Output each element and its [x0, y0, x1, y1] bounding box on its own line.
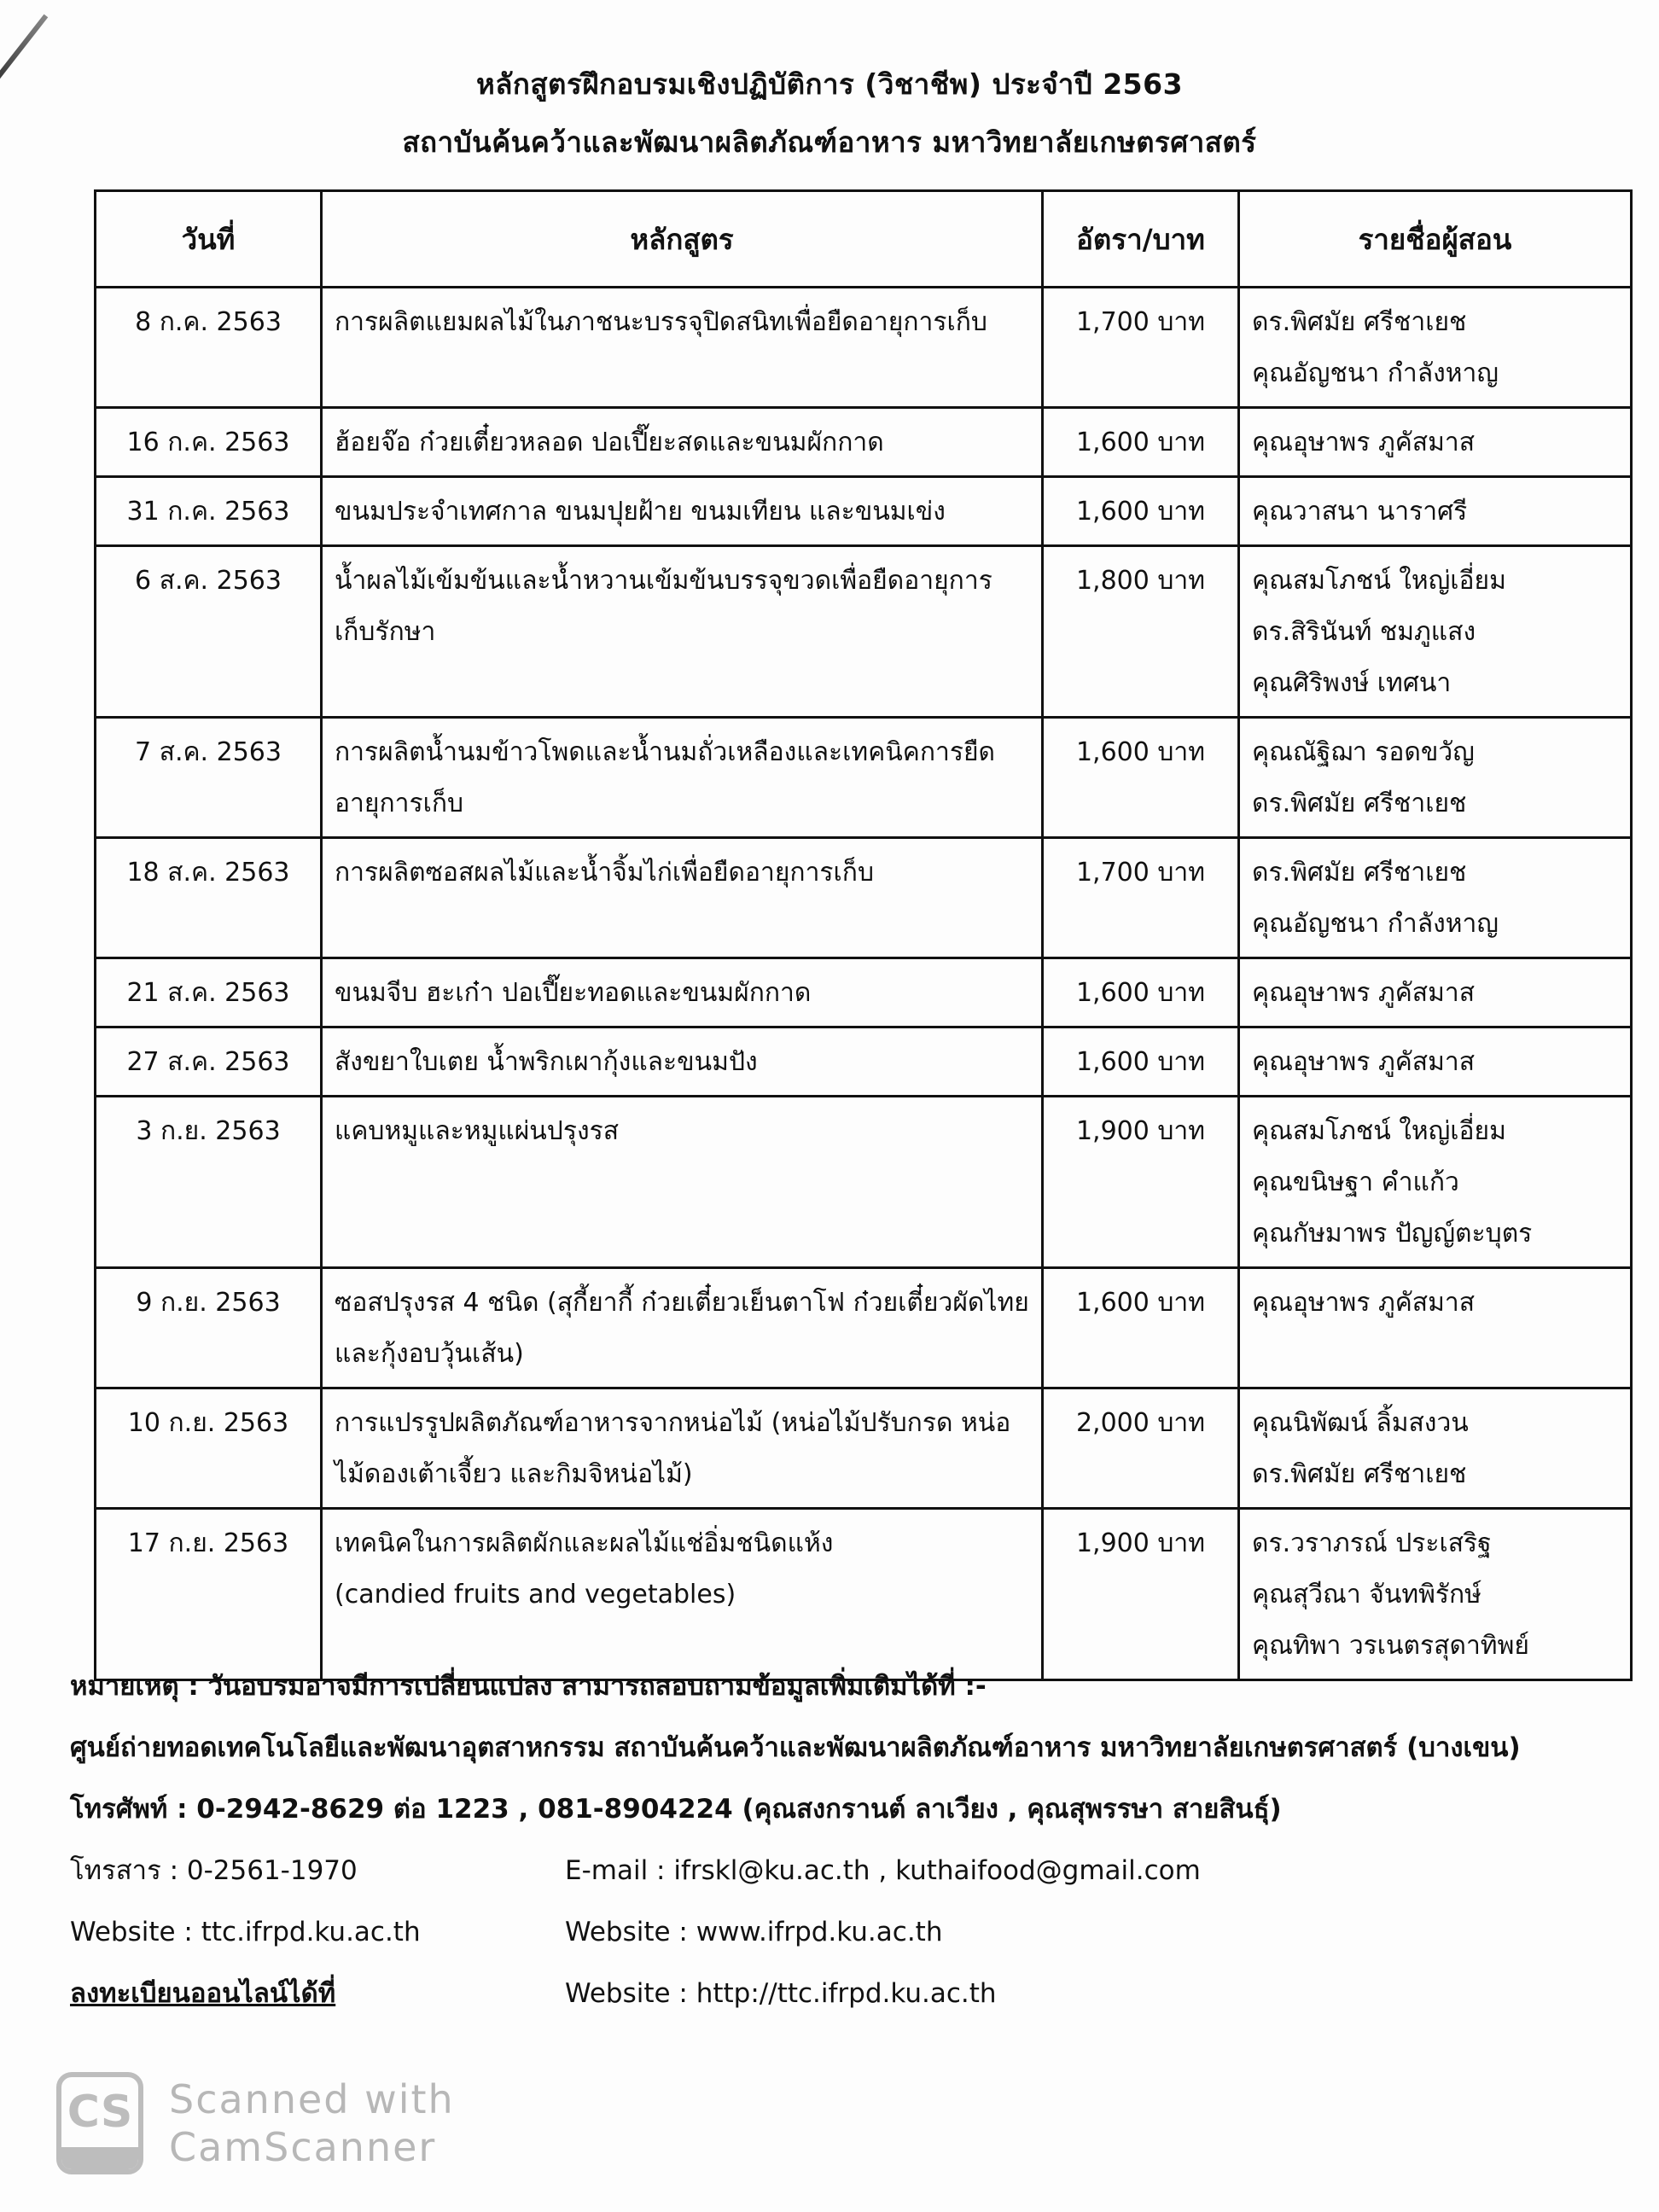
course-name: แคบหมูและหมูแผ่นปรุงรส — [335, 1116, 620, 1146]
instructor-name: คุณอุษาพร ภูคัสมาส — [1252, 1047, 1476, 1077]
instructor-name: คุณณัฐิฌา รอดขวัญ — [1252, 737, 1475, 767]
course-name: เทคนิคในการผลิตผักและผลไม้แช่อิ่มชนิดแห้ง — [335, 1528, 834, 1558]
instructors-cell — [1239, 958, 1632, 1027]
price-cell: 1,700 บาท — [1043, 838, 1239, 958]
date-cell: 8 ก.ค. 2563 — [96, 288, 322, 408]
course-name: การผลิตแยมผลไม้ในภาชนะบรรจุปิดสนิทเพื่อยืดอายุการเก็บ — [335, 307, 987, 337]
instructor-name: คุณกัษมาพร ปัญญ์ตะบุตร — [1252, 1219, 1533, 1249]
date-cell: 27 ส.ค. 2563 — [96, 1027, 322, 1097]
instructor-name: คุณอุษาพร ภูคัสมาส — [1252, 428, 1476, 457]
instructor-name: คุณอุษาพร ภูคัสมาส — [1252, 1288, 1476, 1318]
course-name: การผลิตซอสผลไม้และน้ำจิ้มไก่เพื่อยืดอายุการเก็บ — [335, 858, 875, 888]
table-row — [96, 1027, 1632, 1097]
price-cell: 2,000 บาท — [1043, 1388, 1239, 1509]
price-cell: 1,900 บาท — [1043, 1509, 1239, 1680]
price-cell: 1,600 บาท — [1043, 1027, 1239, 1097]
instructor-name: คุณสมโภชน์ ใหญ่เอี่ยม — [1252, 566, 1506, 596]
instructor-name: คุณศิริพงษ์ เทศนา — [1252, 668, 1452, 698]
instructor-name: คุณอัญชนา กำลังหาญ — [1252, 358, 1499, 388]
instructors-cell — [1239, 1027, 1632, 1097]
date-cell: 18 ส.ค. 2563 — [96, 838, 322, 958]
table-row — [96, 1268, 1632, 1388]
table-row — [96, 838, 1632, 958]
date-cell: 6 ส.ค. 2563 — [96, 546, 322, 718]
date-cell: 3 ก.ย. 2563 — [96, 1097, 322, 1268]
course-name: การแปรรูปผลิตภัณฑ์อาหารจากหน่อไม้ (หน่อไม้ปรับกรด หน่อไม้ดองเต้าเจี้ยว และกิมจิหน่อไม้) — [335, 1408, 1011, 1489]
course-cell — [322, 1388, 1043, 1509]
date-cell: 31 ก.ค. 2563 — [96, 477, 322, 546]
price-cell: 1,600 บาท — [1043, 718, 1239, 838]
course-name: ฮ้อยจ๊อ ก๋วยเตี๋ยวหลอด ปอเปี๊ยะสดและขนมผักกาด — [335, 428, 884, 457]
instructor-name: คุณทิพา วรเนตรสุดาทิพย์ — [1252, 1631, 1529, 1661]
instructors-cell — [1239, 1268, 1632, 1388]
course-name: ซอสปรุงรส 4 ชนิด (สุกี้ยากี้ ก๋วยเตี๋ยวเย็นตาโฟ ก๋วยเตี๋ยวผัดไทยและกุ้งอบวุ้นเส้น) — [335, 1288, 1029, 1369]
date-cell: 17 ก.ย. 2563 — [96, 1509, 322, 1680]
table-row — [96, 958, 1632, 1027]
col-header-instructors: รายชื่อผู้สอน — [1239, 191, 1632, 288]
price-cell: 1,900 บาท — [1043, 1097, 1239, 1268]
course-cell — [322, 718, 1043, 838]
watermark-line2: CamScanner — [169, 2124, 437, 2170]
table-row — [96, 1509, 1632, 1680]
instructors-cell — [1239, 546, 1632, 718]
instructor-name: คุณวาสนา นาราศรี — [1252, 497, 1468, 527]
date-cell: 21 ส.ค. 2563 — [96, 958, 322, 1027]
price-cell: 1,600 บาท — [1043, 958, 1239, 1027]
course-cell — [322, 958, 1043, 1027]
date-cell: 10 ก.ย. 2563 — [96, 1388, 322, 1509]
instructor-name: ดร.พิศมัย ศรีชาเยช — [1252, 858, 1467, 888]
instructors-cell — [1239, 288, 1632, 408]
instructors-cell — [1239, 718, 1632, 838]
instructor-name: ดร.พิศมัย ศรีชาเยช — [1252, 789, 1467, 818]
instructor-name: ดร.สิรินันท์ ชมภูแสง — [1252, 617, 1476, 647]
instructors-cell — [1239, 408, 1632, 477]
instructors-cell — [1239, 1097, 1632, 1268]
phone-text: โทรศัพท์ : 0-2942-8629 ต่อ 1223 , 081-8904224 (คุณสงกรานต์ ลาเวียง , คุณสุพรรษา สายสินธุ์) — [70, 1794, 1282, 1825]
course-cell — [322, 546, 1043, 718]
center-name: ศูนย์ถ่ายทอดเทคโนโลยีและพัฒนาอุตสาหกรรม สถาบันค้นคว้าและพัฒนาผลิตภัณฑ์อาหาร มหาวิทยาลัยเกษตรศาสตร์ (บางเขน) — [70, 1732, 1521, 1763]
col-header-price: อัตรา/บาท — [1043, 191, 1239, 288]
course-cell — [322, 288, 1043, 408]
course-name: การผลิตน้ำนมข้าวโพดและน้ำนมถั่วเหลืองและเทคนิคการยืดอายุการเก็บ — [335, 737, 996, 818]
course-name-en: (candied fruits and vegetables) — [335, 1580, 736, 1610]
institute-name: สถาบันค้นคว้าและพัฒนาผลิตภัณฑ์อาหาร มหาวิทยาลัยเกษตรศาสตร์ — [402, 125, 1257, 159]
instructor-name: ดร.พิศมัย ศรีชาเยช — [1252, 307, 1467, 337]
remark-text: หมายเหตุ : วันอบรมอาจมีการเปลี่ยนแปลง สามารถสอบถามข้อมูลเพิ่มเติมได้ที่ :- — [70, 1671, 987, 1702]
instructor-name: คุณสุวีณา จันทพิรักษ์ — [1252, 1580, 1481, 1610]
instructors-cell — [1239, 838, 1632, 958]
table-row — [96, 718, 1632, 838]
instructor-name: คุณนิพัฒน์ ลิ้มสงวน — [1252, 1408, 1469, 1438]
table-row — [96, 1388, 1632, 1509]
email-link[interactable]: E-mail : ifrskl@ku.ac.th , kuthaifood@gmail.com — [565, 1855, 1201, 1886]
price-cell: 1,700 บาท — [1043, 288, 1239, 408]
course-cell — [322, 1509, 1043, 1680]
contact-notes — [70, 1656, 1521, 2024]
training-schedule-table — [94, 189, 1633, 1681]
camscanner-watermark — [56, 2072, 455, 2174]
course-name: ขนมประจำเทศกาล ขนมปุยฝ้าย ขนมเทียน และขนมเข่ง — [335, 497, 946, 527]
table-header-row — [96, 191, 1632, 288]
table-row — [96, 408, 1632, 477]
course-cell — [322, 1027, 1043, 1097]
instructors-cell — [1239, 1388, 1632, 1509]
instructor-name: ดร.พิศมัย ศรีชาเยช — [1252, 1459, 1467, 1489]
price-cell: 1,600 บาท — [1043, 1268, 1239, 1388]
course-cell — [322, 838, 1043, 958]
instructor-name: คุณสมโภชน์ ใหญ่เอี่ยม — [1252, 1116, 1506, 1146]
website-link-ttc[interactable]: Website : ttc.ifrpd.ku.ac.th — [70, 1917, 421, 1947]
register-online-label: ลงทะเบียนออนไลน์ได้ที่ — [70, 1978, 336, 2009]
instructors-cell — [1239, 1509, 1632, 1680]
course-cell — [322, 1097, 1043, 1268]
course-name: ขนมจีบ ฮะเก๋า ปอเปี๊ยะทอดและขนมผักกาด — [335, 978, 812, 1008]
col-header-date: วันที่ — [96, 191, 322, 288]
course-cell — [322, 1268, 1043, 1388]
table-row — [96, 477, 1632, 546]
price-cell: 1,800 บาท — [1043, 546, 1239, 718]
instructor-name: คุณขนิษฐา คำแก้ว — [1252, 1167, 1459, 1197]
website-link-ifrpd[interactable]: Website : www.ifrpd.ku.ac.th — [565, 1917, 943, 1947]
date-cell: 16 ก.ค. 2563 — [96, 408, 322, 477]
price-cell: 1,600 บาท — [1043, 408, 1239, 477]
fax-text: โทรสาร : 0-2561-1970 — [70, 1855, 358, 1886]
col-header-course: หลักสูตร — [322, 191, 1043, 288]
course-name: สังขยาใบเตย น้ำพริกเผากุ้งและขนมปัง — [335, 1047, 758, 1077]
date-cell: 9 ก.ย. 2563 — [96, 1268, 322, 1388]
camscanner-logo-icon: CS — [56, 2072, 143, 2174]
course-cell — [322, 477, 1043, 546]
document-title: หลักสูตรฝึกอบรมเชิงปฏิบัติการ (วิชาชีพ) ประจำปี 2563 — [475, 67, 1184, 101]
instructors-cell — [1239, 477, 1632, 546]
table-row — [96, 1097, 1632, 1268]
instructor-name: ดร.วราภรณ์ ประเสริฐ — [1252, 1528, 1492, 1558]
course-name: น้ำผลไม้เข้มข้นและน้ำหวานเข้มข้นบรรจุขวดเพื่อยืดอายุการเก็บรักษา — [335, 566, 992, 647]
instructor-name: คุณอุษาพร ภูคัสมาส — [1252, 978, 1476, 1008]
instructor-name: คุณอัญชนา กำลังหาญ — [1252, 909, 1499, 939]
table-row — [96, 546, 1632, 718]
table-row — [96, 288, 1632, 408]
watermark-line1: Scanned with — [169, 2076, 455, 2122]
website-link-register[interactable]: Website : http://ttc.ifrpd.ku.ac.th — [565, 1978, 997, 2009]
date-cell: 7 ส.ค. 2563 — [96, 718, 322, 838]
price-cell: 1,600 บาท — [1043, 477, 1239, 546]
course-cell — [322, 408, 1043, 477]
